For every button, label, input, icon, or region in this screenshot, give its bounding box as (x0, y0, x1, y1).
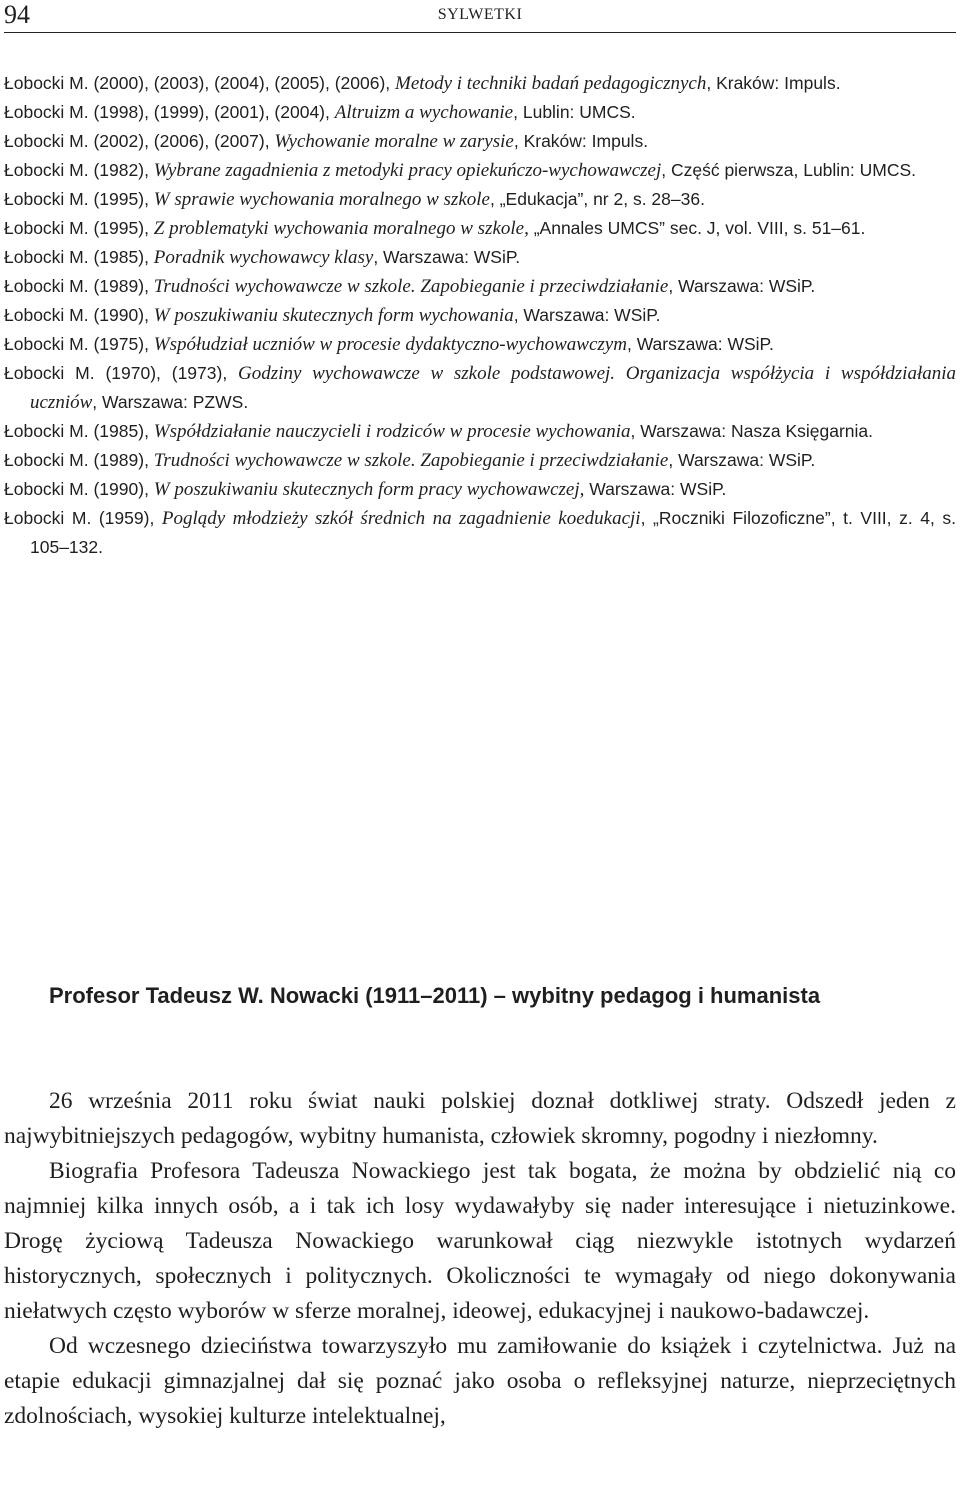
entry-author-year: Łobocki M. (1975), (4, 334, 154, 354)
body-paragraph: Od wczesnego dzieciństwa towarzyszyło mu zamiłowanie do książek i czytelnictwa. Już na etapie edukacji gimnazjalnej dał się poznać jako osoba o refleksyjnej naturze, nieprzeciętnych zdolnościach, wysokiej kulturze intelektualnej, (4, 1333, 956, 1429)
entry-title: Poglądy młodzieży szkół średnich na zagadnienie koedukacji (161, 508, 641, 529)
page-number: 94 (4, 0, 30, 29)
entry-publication: , Kraków: Impuls. (706, 73, 841, 93)
entry-title: Współudział uczniów w procesie dydaktyczno-wychowawczym (153, 334, 627, 355)
entry-publication: „Annales UMCS” sec. J, vol. VIII, s. 51–61. (528, 218, 866, 238)
entry-title: Godziny wychowawcze w szkole podstawowej. Organizacja współżycia i współdziałania uczniów (30, 363, 957, 413)
entry-title: Z problematyki wychowania moralnego w szkole, (153, 218, 529, 239)
entry-publication: , Warszawa: WSiP. (668, 450, 816, 470)
entry-author-year: Łobocki M. (1982), (4, 160, 154, 180)
bibliography-entry (4, 417, 956, 446)
entry-title: Metody i techniki badań pedagogicznych (395, 73, 707, 94)
entry-title: Poradnik wychowawcy klasy (153, 247, 374, 268)
entry-author-year: Łobocki M. (2002), (2006), (2007), (4, 131, 275, 151)
entry-author-year: Łobocki M. (1990), (4, 305, 154, 325)
entry-title: Trudności wychowawcze w szkole. Zapobieganie i przeciwdziałanie (153, 276, 669, 297)
bibliography-entry (4, 185, 956, 214)
entry-title: Altruizm a wychowanie (334, 102, 514, 123)
entry-publication: , Część pierwsza, Lublin: UMCS. (661, 160, 917, 180)
bibliography-entry (4, 475, 956, 504)
entry-publication: , Warszawa: PZWS. (92, 392, 249, 412)
entry-title: Trudności wychowawcze w szkole. Zapobieganie i przeciwdziałanie (153, 450, 669, 471)
entry-author-year: Łobocki M. (1990), (4, 479, 154, 499)
bibliography-entry (4, 69, 956, 98)
entry-publication: , Lublin: UMCS. (513, 102, 636, 122)
bibliography-entry (4, 243, 956, 272)
bibliography-entry (4, 156, 956, 185)
bibliography-entry (4, 446, 956, 475)
article-body (4, 1084, 956, 1434)
entry-publication: , „Roczniki Filozoficzne”, t. VIII, z. 4, s. 105–132. (30, 508, 956, 557)
bibliography-entry (4, 214, 956, 243)
entry-title: Współdziałanie nauczycieli i rodziców w procesie wychowania (153, 421, 631, 442)
body-paragraph: Biografia Profesora Tadeusza Nowackiego jest tak bogata, że można by obdzielić nią co najmniej kilka innych osób, a i tak ich losy wydawałyby się nader interesujące i nietuzinkowe. Drogę życiową Tadeusza Nowackiego warunkował ciąg niezwykle istotnych wydarzeń historycznych, społecznych i politycznych. Okoliczności te wymagały od niego dokonywania niełatwych często wyborów w sferze moralnej, ideowej, edukacyjnej i naukowo-badawczej. (4, 1158, 956, 1324)
article-title: Profesor Tadeusz W. Nowacki (1911–2011) – wybitny pedagog i humanista (49, 983, 821, 1008)
bibliography-entry (4, 359, 956, 417)
bibliography-entry (4, 272, 956, 301)
entry-author-year: Łobocki M. (1985), (4, 421, 154, 441)
entry-author-year: Łobocki M. (1989), (4, 276, 154, 296)
entry-title: W poszukiwaniu skutecznych form pracy wychowawczej, (153, 479, 585, 500)
entry-title: W sprawie wychowania moralnego w szkole (153, 189, 490, 210)
entry-author-year: Łobocki M. (1985), (4, 247, 154, 267)
entry-author-year: Łobocki M. (1959), (4, 508, 162, 528)
bibliography-entry (4, 301, 956, 330)
entry-author-year: Łobocki M. (1995), (4, 189, 154, 209)
bibliography-entry (4, 504, 956, 562)
entry-author-year: Łobocki M. (1970), (1973), (4, 363, 239, 383)
entry-publication: , Kraków: Impuls. (513, 131, 649, 151)
entry-publication: , Warszawa: WSiP. (513, 305, 661, 325)
entry-title: W poszukiwaniu skutecznych form wychowania (153, 305, 514, 326)
entry-author-year: Łobocki M. (2000), (2003), (2004), (2005), (2006), (4, 73, 396, 93)
bibliography-entry (4, 330, 956, 359)
entry-publication: , „Edukacja”, nr 2, s. 28–36. (489, 189, 705, 209)
body-paragraph: 26 września 2011 roku świat nauki polskiej doznał dotkliwej straty. Odszedł jeden z najwybitniejszych pedagogów, wybitny humanista, człowiek skromny, pogodny i niezłomny. (4, 1088, 956, 1149)
bibliography-list (4, 69, 956, 562)
entry-author-year: Łobocki M. (1998), (1999), (2001), (2004), (4, 102, 335, 122)
entry-publication: , Warszawa: WSiP. (373, 247, 521, 267)
entry-publication: , Warszawa: Nasza Księgarnia. (630, 421, 873, 441)
entry-author-year: Łobocki M. (1995), (4, 218, 154, 238)
bibliography-entry (4, 127, 956, 156)
entry-author-year: Łobocki M. (1989), (4, 450, 154, 470)
page-header (4, 0, 956, 33)
entry-title: Wybrane zagadnienia z metodyki pracy opiekuńczo-wychowawczej (153, 160, 662, 181)
running-head: SYLWETKI (437, 6, 523, 23)
entry-publication: Warszawa: WSiP. (584, 479, 727, 499)
entry-title: Wychowanie moralne w zarysie (274, 131, 514, 152)
entry-publication: , Warszawa: WSiP. (626, 334, 774, 354)
entry-publication: , Warszawa: WSiP. (668, 276, 816, 296)
bibliography-entry (4, 98, 956, 127)
